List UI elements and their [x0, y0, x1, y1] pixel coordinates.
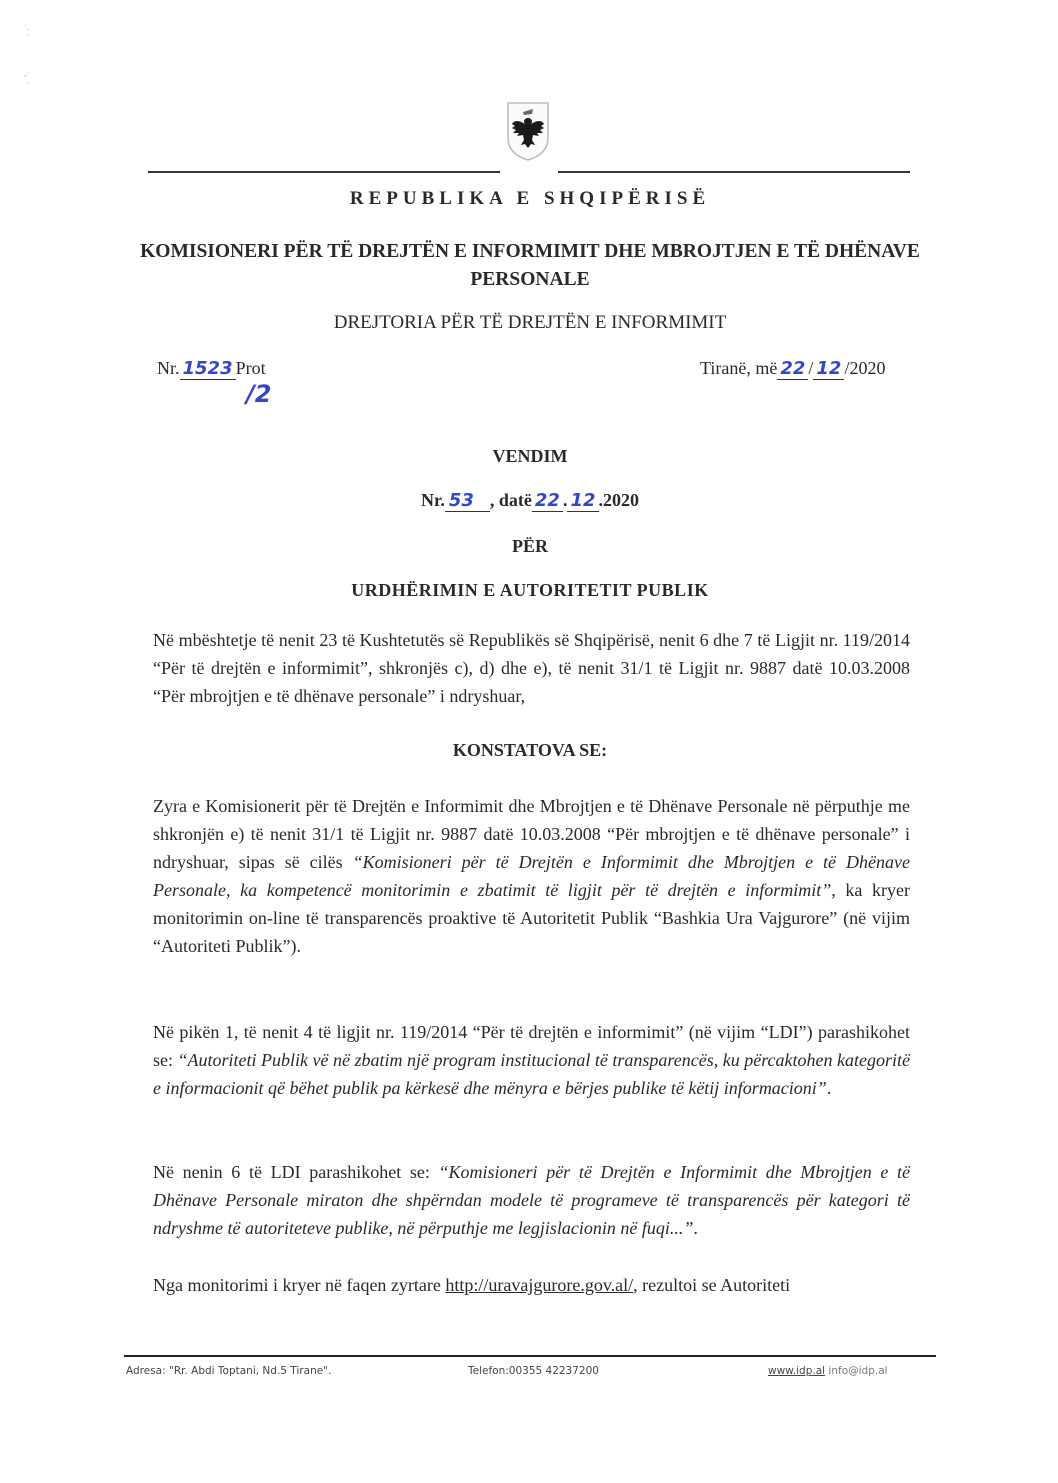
monitoring-result-paragraph	[153, 1271, 910, 1299]
place-date: Tiranë, më 22 / 12 /2020	[700, 358, 886, 379]
decision-number: 53	[445, 490, 490, 512]
footer-email[interactable]: info@idp.al	[828, 1365, 888, 1377]
article4-end: .	[826, 1078, 832, 1098]
result-rest: , rezultoi se Autoriteti	[633, 1275, 791, 1295]
directorate-name: DREJTORIA PËR TË DREJTËN E INFORMIMIT	[333, 312, 727, 333]
per-heading: PËR	[512, 536, 548, 556]
footer-phone: Telefon:00355 42237200	[468, 1365, 599, 1377]
ldi-article4-paragraph	[153, 1018, 910, 1102]
footer-address: Adresa: "Rr. Abdi Toptani, Nd.5 Tirane".	[126, 1365, 332, 1377]
header-divider-right	[558, 171, 910, 173]
date-year: /2020	[844, 358, 886, 378]
decision-month: 12	[567, 490, 598, 512]
footer-divider	[124, 1355, 936, 1357]
article6-quote: “Komisioneri për të Drejtën e Informimit dhe Mbrojtjen e të Dhënave Personale miraton dhe shpërndan modele të programeve të transparencës për kategori të ndryshme të autoriteteve publike, në përputhje me legjislacionin në fuqi...”	[153, 1162, 911, 1238]
monitoring-intro: Zyra e Komisionerit për të Drejtën e Informimit dhe Mbrojtjen e të Dhënave Personale në përputhje me shkronjën e) të nenit 31/1 të Ligjit nr. 9887 datë 10.03.2008 “Për mbrojtjen e të dhënave personale” i ndryshuar, sipas së cilës	[153, 796, 910, 872]
date-day: 22	[777, 358, 808, 380]
scan-artifacts: ˙. · -˙ ·	[24, 23, 30, 88]
protocol-suffix: /2	[246, 380, 272, 408]
protocol-nr-label: Nr.	[157, 358, 180, 378]
findings-heading: KONSTATOVA SE:	[452, 740, 608, 760]
protocol-number: 1523	[180, 358, 236, 380]
monitoring-rest: , ka kryer monitorimin on-line të transparencës proaktive të Autoritetit Publik “Bashkia Ura Vajgurore” (në vijim “Autoriteti Publik”).	[153, 880, 911, 956]
monitoring-paragraph	[153, 792, 910, 960]
republic-title: REPUBLIKA E SHQIPËRISË	[349, 188, 711, 209]
header-divider-left	[148, 171, 500, 173]
ldi-article6-paragraph	[153, 1158, 910, 1242]
result-intro: Nga monitorimi i kryer në faqen zyrtare	[153, 1275, 446, 1295]
monitoring-quote: “Komisioneri për të Drejtën e Informimit dhe Mbrojtjen e të Dhënave Personale, ka kompetencë monitorimin e zbatimit të ligjit për të drejtën e informimit”	[153, 852, 910, 900]
coat-of-arms-icon	[505, 100, 551, 162]
institution-name: KOMISIONERI PËR TË DREJTËN E INFORMIMIT DHE MBROJTJEN E TË DHËNAVE PERSONALE	[140, 241, 920, 290]
date-month: 12	[813, 358, 844, 380]
article6-end: .	[693, 1218, 698, 1238]
decision-year: .2020	[598, 490, 640, 510]
decision-title: VENDIM	[492, 446, 568, 466]
footer-contacts	[768, 1365, 888, 1377]
decision-number-line: Nr. 53 , datë 22 . 12 .2020	[420, 490, 640, 511]
place-label: Tiranë, më	[700, 358, 778, 378]
article6-intro: Në nenin 6 të LDI parashikohet se:	[153, 1162, 439, 1182]
footer-website-link[interactable]: www.idp.al	[768, 1365, 826, 1377]
legal-basis-paragraph: Në mbështetje të nenit 23 të Kushtetutës së Republikës së Shqipërisë, nenit 6 dhe 7 të Ligjit nr. 119/2014 “Për të drejtën e informimit”, shkronjës c), d) dhe e), të nenit 31/1 të Ligjit nr. 9887 datë 10.03.2008 “Për mbrojtjen e të dhënave personale” i ndryshuar,	[153, 630, 910, 706]
decision-nr-label: Nr.	[420, 490, 445, 510]
decision-subject: URDHËRIMIN E AUTORITETIT PUBLIK	[351, 580, 709, 600]
website-link[interactable]: http://uravajgurore.gov.al/	[445, 1275, 634, 1295]
decision-day: 22	[532, 490, 563, 512]
article4-quote: “Autoriteti Publik vë në zbatim një program institucional të transparencës, ku përcaktohen kategoritë e informacionit që bëhet publik pa kërkesë dhe mënyra e bërjes publike të këtij informacioni”	[153, 1050, 910, 1098]
protocol-reference	[157, 358, 266, 379]
article4-intro: Në pikën 1, të nenit 4 të ligjit nr. 119/2014 “Për të drejtën e informimit” (në vijim “LDI”) parashikohet se:	[153, 1022, 910, 1070]
decision-date-label: , datë	[489, 490, 532, 510]
protocol-label: Prot	[235, 358, 266, 378]
